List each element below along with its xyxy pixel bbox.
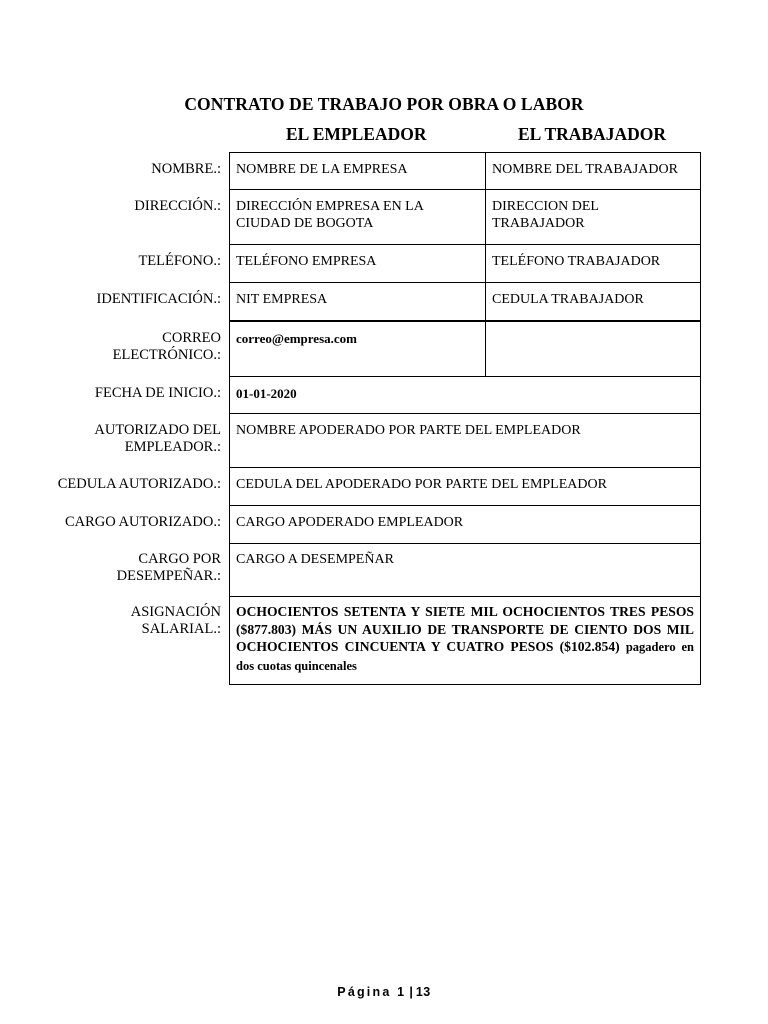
nombre-label: NOMBRE.: — [151, 161, 221, 177]
row-divider — [229, 543, 701, 544]
salary-payment-terms: pagadero en dos cuotas quincenales — [236, 640, 695, 673]
page-word: Página — [337, 985, 392, 999]
row-divider — [229, 376, 701, 377]
asignacion-label-line1: ASIGNACIÓN — [130, 604, 221, 620]
column-divider — [485, 152, 486, 376]
page-number: 1 — [397, 985, 407, 999]
asignacion-label — [131, 604, 221, 638]
authorized-position-value: CARGO APODERADO EMPLEADOR — [236, 515, 464, 530]
position-value: CARGO A DESEMPEÑAR — [236, 552, 394, 567]
worker-id-value: CEDULA TRABAJADOR — [492, 292, 644, 307]
correo-label-line2: ELECTRÓNICO.: — [112, 347, 221, 363]
cargo-desempenar-label-line2: DESEMPEÑAR.: — [116, 568, 221, 584]
row-divider — [229, 505, 701, 506]
cargo-autorizado-label: CARGO AUTORIZADO.: — [64, 514, 221, 530]
row-divider — [229, 320, 701, 322]
salary-value — [236, 603, 694, 675]
worker-column-heading: EL TRABAJADOR — [518, 124, 666, 144]
row-divider — [229, 467, 701, 468]
authorized-id-value: CEDULA DEL APODERADO POR PARTE DEL EMPLEADOR — [236, 477, 607, 492]
employer-address-value: DIRECCIÓN EMPRESA EN LA CIUDAD DE BOGOTA — [236, 199, 424, 231]
cargo-desempenar-label-line1: CARGO POR — [138, 551, 221, 567]
asignacion-label-line2: SALARIAL.: — [141, 621, 221, 637]
employer-column-heading: EL EMPLEADOR — [286, 124, 427, 144]
autorizado-label — [94, 422, 221, 456]
salary-amount-text: OCHOCIENTOS SETENTA Y SIETE MIL OCHOCIENTOS TRES PESOS ($877.803) MÁS UN AUXILIO DE TRANSPORTE DE CIENTO DOS MIL OCHOCIENTOS CINCUENTA Y CUATRO PESOS ($102.854) — [236, 604, 694, 654]
autorizado-label-line1: AUTORIZADO DEL — [94, 422, 221, 438]
row-divider — [229, 244, 701, 245]
fecha-inicio-label: FECHA DE INICIO.: — [94, 385, 221, 401]
correo-label — [113, 330, 221, 364]
page-footer — [0, 985, 768, 999]
employer-id-value: NIT EMPRESA — [236, 292, 328, 307]
employer-name-value: NOMBRE DE LA EMPRESA — [236, 162, 408, 177]
worker-phone-value: TELÉFONO TRABAJADOR — [492, 254, 661, 269]
telefono-label: TELÉFONO.: — [138, 253, 221, 269]
row-divider — [229, 413, 701, 414]
employer-phone-value: TELÉFONO EMPRESA — [236, 254, 377, 269]
autorizado-label-line2: EMPLEADOR.: — [124, 439, 221, 455]
identificacion-label: IDENTIFICACIÓN.: — [96, 291, 221, 307]
correo-label-line1: CORREO — [162, 330, 221, 346]
employer-email-value: correo@empresa.com — [236, 331, 357, 346]
direccion-label: DIRECCIÓN.: — [134, 198, 221, 214]
cedula-autorizado-label: CEDULA AUTORIZADO.: — [57, 476, 221, 492]
page-title: CONTRATO DE TRABAJO POR OBRA O LABOR — [184, 94, 584, 114]
row-divider — [229, 189, 701, 190]
start-date-value: 01-01-2020 — [236, 386, 297, 401]
cargo-desempenar-label — [117, 551, 221, 585]
worker-address-value: DIRECCION DEL TRABAJADOR — [492, 199, 599, 231]
page-total: 13 — [415, 985, 431, 999]
page-separator: | — [409, 985, 413, 999]
row-divider — [229, 596, 701, 597]
row-divider — [229, 282, 701, 283]
worker-name-value: NOMBRE DEL TRABAJADOR — [492, 162, 678, 177]
authorized-name-value: NOMBRE APODERADO POR PARTE DEL EMPLEADOR — [236, 423, 581, 438]
